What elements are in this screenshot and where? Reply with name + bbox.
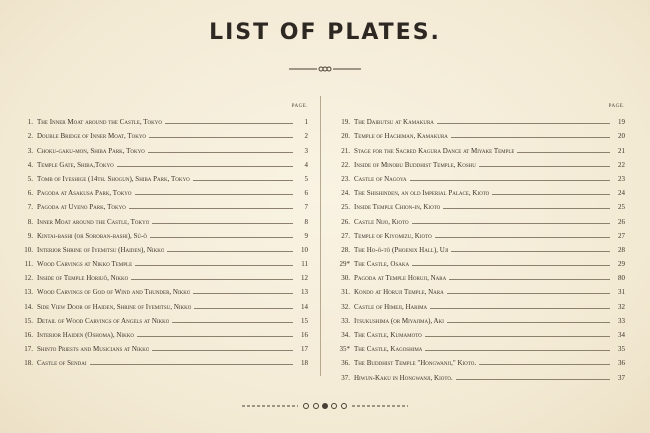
plate-number: 27. <box>341 231 350 240</box>
right-plate-list <box>335 104 625 382</box>
plate-page: 10 <box>301 245 308 254</box>
plate-page: 17 <box>301 345 308 354</box>
leader-line <box>435 237 610 238</box>
plate-number: 29* <box>339 260 350 269</box>
plate-entry <box>335 126 625 140</box>
plate-number: 7. <box>27 203 33 212</box>
plate-number: 20. <box>341 132 350 141</box>
plate-title: Side View Door of Haiden, Shrine of Iyemitsu, Nikko <box>37 302 192 311</box>
leader-line <box>135 194 293 195</box>
leader-line <box>447 322 610 323</box>
plate-title: The Castle, Kagoshima <box>354 345 423 354</box>
leader-line <box>172 322 293 323</box>
leader-line <box>194 308 293 309</box>
plate-entry <box>335 268 625 282</box>
plate-title: Castle of Sendai <box>37 359 87 368</box>
plate-entry <box>335 367 625 381</box>
leader-line <box>517 152 610 153</box>
leader-line <box>131 279 293 280</box>
plate-number: 8. <box>27 217 33 226</box>
plate-number: 37. <box>341 373 350 382</box>
page-column-header: PAGE. <box>291 104 308 109</box>
plate-page: 29 <box>618 260 625 269</box>
plate-number: 13. <box>24 288 33 297</box>
leader-line <box>167 251 293 252</box>
plate-entry <box>18 126 308 140</box>
plate-page: 26 <box>618 217 625 226</box>
plate-entry <box>18 211 308 225</box>
plate-title: Shinto Priests and Musicians at Nikko <box>37 345 150 354</box>
plate-number: 33. <box>341 316 350 325</box>
plate-entry <box>335 353 625 367</box>
plate-title: Castle Nijo, Kioto <box>354 217 409 226</box>
plate-entry <box>18 311 308 325</box>
plate-page: 3 <box>304 146 308 155</box>
plate-title: The Buddhist Temple "Hongwanji," Kioto. <box>354 359 477 368</box>
plate-page: 19 <box>618 118 625 127</box>
plate-title: Choku-gaku-mon, Shiba Park, Tokyo <box>37 146 145 155</box>
plate-page: 8 <box>304 217 308 226</box>
plate-title: Itsukushima (or Miyajima), Aki <box>354 316 444 325</box>
plate-entry <box>18 339 308 353</box>
plate-title: Pagoda at Uyeno Park, Tokyo <box>37 203 126 212</box>
plate-title: Tomb of Iyeshige (14th. Shogun), Shiba Park, Tokyo <box>37 174 190 183</box>
plate-number: 3. <box>27 146 33 155</box>
plate-page: 31 <box>618 288 625 297</box>
plate-number: 11. <box>24 260 33 269</box>
plate-page: 36 <box>618 359 625 368</box>
plate-title: The Castle, Kumamoto <box>354 331 422 339</box>
plate-page: 37 <box>618 373 625 382</box>
leader-line <box>137 336 293 337</box>
plate-entry <box>335 296 625 310</box>
plate-title: The Castle, Osaka <box>354 260 410 269</box>
plate-title: Interior Shrine of Iyemitsu (Haiden), Nikko <box>37 245 165 254</box>
leader-line <box>129 208 293 209</box>
plate-entry <box>335 282 625 296</box>
leader-line <box>148 152 293 153</box>
plate-entry <box>335 211 625 225</box>
plate-number: 34. <box>341 331 350 339</box>
plate-title: Inner Moat around the Castle, Tokyo <box>37 217 150 226</box>
plate-entry <box>335 183 625 197</box>
plate-entry <box>18 282 308 296</box>
plate-entry <box>335 112 625 126</box>
plate-page: 7 <box>304 203 308 212</box>
plate-page: 12 <box>301 274 308 283</box>
plate-entry <box>335 140 625 154</box>
plate-title: Inside of Minobu Buddhist Temple, Koshu <box>354 160 476 169</box>
leader-line <box>412 265 610 266</box>
plate-entry <box>18 197 308 211</box>
plate-page: 13 <box>301 288 308 297</box>
plate-title: The Ho-ō-tō (Phoenix Hall), Uji <box>354 245 449 254</box>
plate-title: Detail of Wood Carvings of Angels at Nikko <box>37 316 170 325</box>
plate-title: Double Bridge of Inner Moat, Tokyo <box>37 132 147 141</box>
plate-title: Temple of Kiyomizu, Kioto <box>354 231 432 240</box>
plate-number: 4. <box>27 160 33 169</box>
plate-entry <box>18 296 308 310</box>
plate-entry <box>18 254 308 268</box>
plate-number: 1. <box>27 118 33 127</box>
plate-entry <box>18 353 308 367</box>
plate-page: 21 <box>618 146 625 155</box>
plate-title: The Shishinden, an old Imperial Palace, Kioto <box>354 189 490 198</box>
plate-page: 22 <box>618 160 625 169</box>
plate-page: 25 <box>618 203 625 212</box>
page-column-header: PAGE. <box>608 104 625 109</box>
leader-line <box>437 123 610 124</box>
plate-number: 5. <box>27 174 33 183</box>
plate-page: 27 <box>618 231 625 240</box>
plate-page: 80 <box>618 274 625 283</box>
leader-line <box>150 237 293 238</box>
leader-line <box>117 166 293 167</box>
leader-line <box>449 279 610 280</box>
leader-line <box>456 379 610 380</box>
plate-number: 32. <box>341 302 350 311</box>
plate-number: 24. <box>341 189 350 198</box>
plate-title: Hiwun-Kaku in Hongwanji, Kioto. <box>354 373 453 382</box>
plate-title: The Daibutsu at Kamakura <box>354 118 434 127</box>
plate-number: 17. <box>24 345 33 354</box>
plate-page: 2 <box>304 132 308 141</box>
plate-number: 16. <box>24 331 33 339</box>
plate-number: 22. <box>341 160 350 169</box>
plate-page: 32 <box>618 302 625 311</box>
plate-number: 19. <box>341 118 350 127</box>
plate-entry <box>18 155 308 169</box>
plate-entry <box>18 169 308 183</box>
plate-page: 28 <box>618 245 625 254</box>
plate-number: 26. <box>341 217 350 226</box>
plate-entry <box>335 240 625 254</box>
leader-line <box>443 208 610 209</box>
column-divider <box>320 96 321 376</box>
plate-title: Pagoda at Temple Horuji, Nara <box>354 274 447 283</box>
page-title: LIST OF PLATES. <box>209 20 441 45</box>
plate-number: 9. <box>27 231 33 240</box>
plate-entry <box>335 169 625 183</box>
plate-page: 23 <box>618 174 625 183</box>
plate-page: 33 <box>618 316 625 325</box>
plate-entry <box>335 339 625 353</box>
leader-line <box>425 336 610 337</box>
plate-entry <box>18 140 308 154</box>
plate-number: 15. <box>24 316 33 325</box>
plate-entry <box>335 254 625 268</box>
leader-line <box>492 194 610 195</box>
leader-line <box>430 308 610 309</box>
plate-entry <box>335 311 625 325</box>
plate-title: Wood Carvings at Nikko Temple <box>37 260 133 269</box>
plate-page: 14 <box>301 302 308 311</box>
leader-line <box>149 137 293 138</box>
plate-title: Temple of Hachiman, Kamakura <box>354 132 448 141</box>
plate-title: Kondo at Horuji Temple, Nara <box>354 288 444 297</box>
leader-line <box>90 364 293 365</box>
leader-line <box>479 364 610 365</box>
plate-title: Castle of Himeji, Harima <box>354 302 428 311</box>
plate-page: 35 <box>618 345 625 354</box>
plate-number: 21. <box>341 146 350 155</box>
plate-number: 35* <box>339 345 350 354</box>
plate-number: 18. <box>24 359 33 368</box>
plate-number: 12. <box>24 274 33 283</box>
plate-number: 23. <box>341 174 350 183</box>
plate-page: 5 <box>304 174 308 183</box>
plate-page: 15 <box>301 316 308 325</box>
bottom-ornament <box>0 401 650 414</box>
plate-entry <box>18 112 308 126</box>
plate-number: 30. <box>341 274 350 283</box>
plate-title: Castle of Nagoya <box>354 174 407 183</box>
plate-title: Pagoda at Asakusa Park, Tokyo <box>37 189 132 198</box>
plate-page: 16 <box>301 331 308 339</box>
plate-entry <box>18 240 308 254</box>
plate-title: Inside Temple Chion-in, Kioto <box>354 203 441 212</box>
plate-number: 6. <box>27 189 33 198</box>
plate-title: Wood Carvings of God of Wind and Thunder, Nikko <box>37 288 191 297</box>
plate-title: Temple Gate, Shiba,Tokyo <box>37 160 114 169</box>
plate-title: Inside of Temple Horiuō, Nikko <box>37 274 129 283</box>
plate-page: 18 <box>301 359 308 368</box>
plate-entry <box>18 183 308 197</box>
leader-line <box>193 293 293 294</box>
plate-title: Stage for the Sacred Kagura Dance at Miyake Temple <box>354 146 515 155</box>
plate-entry <box>18 226 308 240</box>
leader-line <box>165 123 293 124</box>
plate-page: 20 <box>618 132 625 141</box>
plate-title: Interior Haiden (Oshoma), Nikko <box>37 331 134 339</box>
leader-line <box>410 180 610 181</box>
plate-number: 36. <box>341 359 350 368</box>
plate-number: 2. <box>27 132 33 141</box>
plate-page: 34 <box>618 331 625 339</box>
leader-line <box>479 166 610 167</box>
plate-entry <box>335 155 625 169</box>
plate-number: 28. <box>341 245 350 254</box>
plate-title: The Inner Moat around the Castle, Tokyo <box>37 118 163 127</box>
plate-number: 10. <box>24 245 33 254</box>
leader-line <box>135 265 293 266</box>
leader-line <box>152 350 293 351</box>
plate-number: 31. <box>341 288 350 297</box>
leader-line <box>425 350 610 351</box>
plate-entry <box>335 325 625 339</box>
plate-entry <box>18 325 308 339</box>
plate-page: 1 <box>304 118 308 127</box>
leader-line <box>152 223 293 224</box>
plate-page: 24 <box>618 189 625 198</box>
plate-page: 9 <box>304 231 308 240</box>
plate-page: 4 <box>304 160 308 169</box>
plate-entry <box>335 226 625 240</box>
leader-line <box>451 251 610 252</box>
plate-entry <box>335 197 625 211</box>
plate-title: Kintai-bashi (or Soroban-bashi), Sú-ō <box>37 231 147 240</box>
leader-line <box>412 223 610 224</box>
leader-line <box>447 293 610 294</box>
plate-number: 25. <box>341 203 350 212</box>
leader-line <box>193 180 293 181</box>
leader-line <box>451 137 610 138</box>
plate-page: 6 <box>304 189 308 198</box>
plate-entry <box>18 268 308 282</box>
plate-number: 14. <box>24 302 33 311</box>
top-ornament <box>0 65 650 76</box>
plate-page: 11 <box>301 260 308 269</box>
left-plate-list <box>18 104 308 367</box>
